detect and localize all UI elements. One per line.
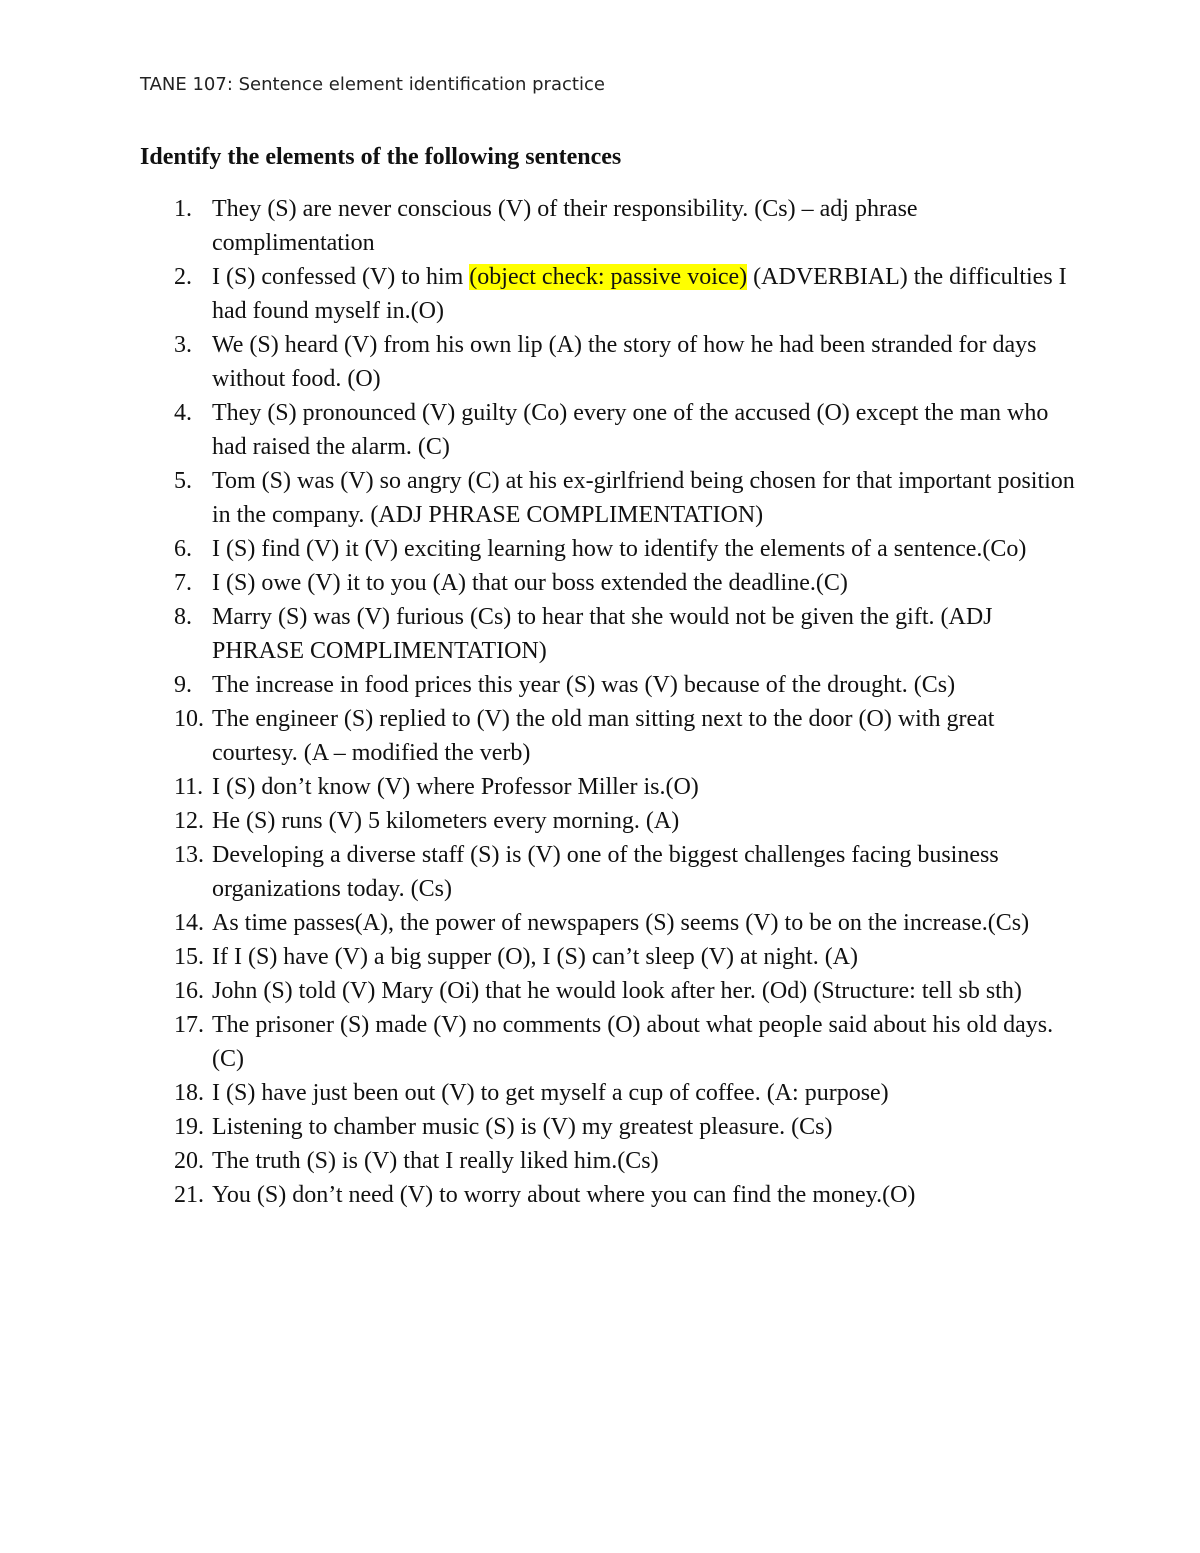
item-number: 16. [174,978,204,1004]
list-item [140,1008,1080,1076]
item-number: 1. [174,196,192,222]
highlighted-note: (object check: passive voice) [469,264,748,290]
item-number: 11. [174,774,204,800]
list-item [140,770,1080,804]
item-number: 10. [174,706,204,732]
list-item [140,668,1080,702]
item-number: 19. [174,1114,204,1140]
list-item [140,1110,1080,1144]
item-number: 8. [174,604,192,630]
item-number: 6. [174,536,192,562]
item-text: The prisoner (S) made (V) no comments (O) about what people said about his old days. (C) [212,1012,1054,1072]
item-text: John (S) told (V) Mary (Oi) that he would look after her. (Od) (Structure: tell sb sth) [212,978,1022,1004]
list-item [140,1076,1080,1110]
list-item [140,192,1080,260]
item-text: The truth (S) is (V) that I really liked him.(Cs) [212,1148,659,1174]
item-text: Listening to chamber music (S) is (V) my greatest pleasure. (Cs) [212,1114,833,1140]
item-text: As time passes(A), the power of newspapers (S) seems (V) to be on the increase.(Cs) [212,910,1030,936]
item-text: Developing a diverse staff (S) is (V) one of the biggest challenges facing business organizations today. (Cs) [212,842,999,902]
list-item [140,464,1080,532]
item-text: The engineer (S) replied to (V) the old man sitting next to the door (O) with great courtesy. (A – modified the verb) [212,706,995,766]
item-text: I (S) have just been out (V) to get myself a cup of coffee. (A: purpose) [212,1080,889,1106]
item-number: 7. [174,570,192,596]
item-text: The increase in food prices this year (S) was (V) because of the drought. (Cs) [212,672,956,698]
item-text: If I (S) have (V) a big supper (O), I (S) can’t sleep (V) at night. (A) [212,944,859,970]
item-text: Marry (S) was (V) furious (Cs) to hear that she would not be given the gift. (ADJ PHRASE COMPLIMENTATION) [212,604,993,664]
section-heading: Identify the elements of the following sentences [140,144,622,170]
list-item [140,1178,1080,1212]
item-number: 15. [174,944,204,970]
list-item [140,906,1080,940]
item-text: I (S) owe (V) it to you (A) that our boss extended the deadline.(C) [212,570,848,596]
item-number: 21. [174,1182,204,1208]
list-item [140,1144,1080,1178]
sentence-list [140,192,1080,1212]
item-number: 17. [174,1012,204,1038]
list-item [140,838,1080,906]
list-item [140,702,1080,770]
item-number: 9. [174,672,192,698]
list-item [140,804,1080,838]
page-header: TANE 107: Sentence element identification practice [140,74,605,95]
list-item [140,396,1080,464]
item-text-end: (ADVERBIAL) the difficulties I had found myself in.(O) [212,264,1067,324]
item-number: 5. [174,468,192,494]
list-item [140,940,1080,974]
item-text: We (S) heard (V) from his own lip (A) the story of how he had been stranded for days without food. (O) [212,332,1037,392]
list-item [140,532,1080,566]
item-number: 14. [174,910,204,936]
item-number: 12. [174,808,204,834]
item-text: I (S) don’t know (V) where Professor Miller is.(O) [212,774,699,800]
item-number: 18. [174,1080,204,1106]
list-item [140,600,1080,668]
item-text-start: I (S) confessed (V) to him [212,264,470,290]
item-number: 20. [174,1148,204,1174]
list-item [140,260,1080,328]
item-number: 3. [174,332,192,358]
item-text: I (S) find (V) it (V) exciting learning how to identify the elements of a sentence.(Co) [212,536,1027,562]
item-text: They (S) are never conscious (V) of their responsibility. (Cs) – adj phrase complimentation [212,196,918,256]
item-number: 13. [174,842,204,868]
item-text: He (S) runs (V) 5 kilometers every morning. (A) [212,808,680,834]
list-item [140,328,1080,396]
item-text: They (S) pronounced (V) guilty (Co) every one of the accused (O) except the man who had raised the alarm. (C) [212,400,1049,460]
list-item [140,974,1080,1008]
item-text: You (S) don’t need (V) to worry about where you can find the money.(O) [212,1182,916,1208]
list-item [140,566,1080,600]
item-text: Tom (S) was (V) so angry (C) at his ex-girlfriend being chosen for that important position in the company. (ADJ PHRASE COMPLIMENTATION) [212,468,1075,528]
item-number: 2. [174,264,192,290]
item-number: 4. [174,400,192,426]
